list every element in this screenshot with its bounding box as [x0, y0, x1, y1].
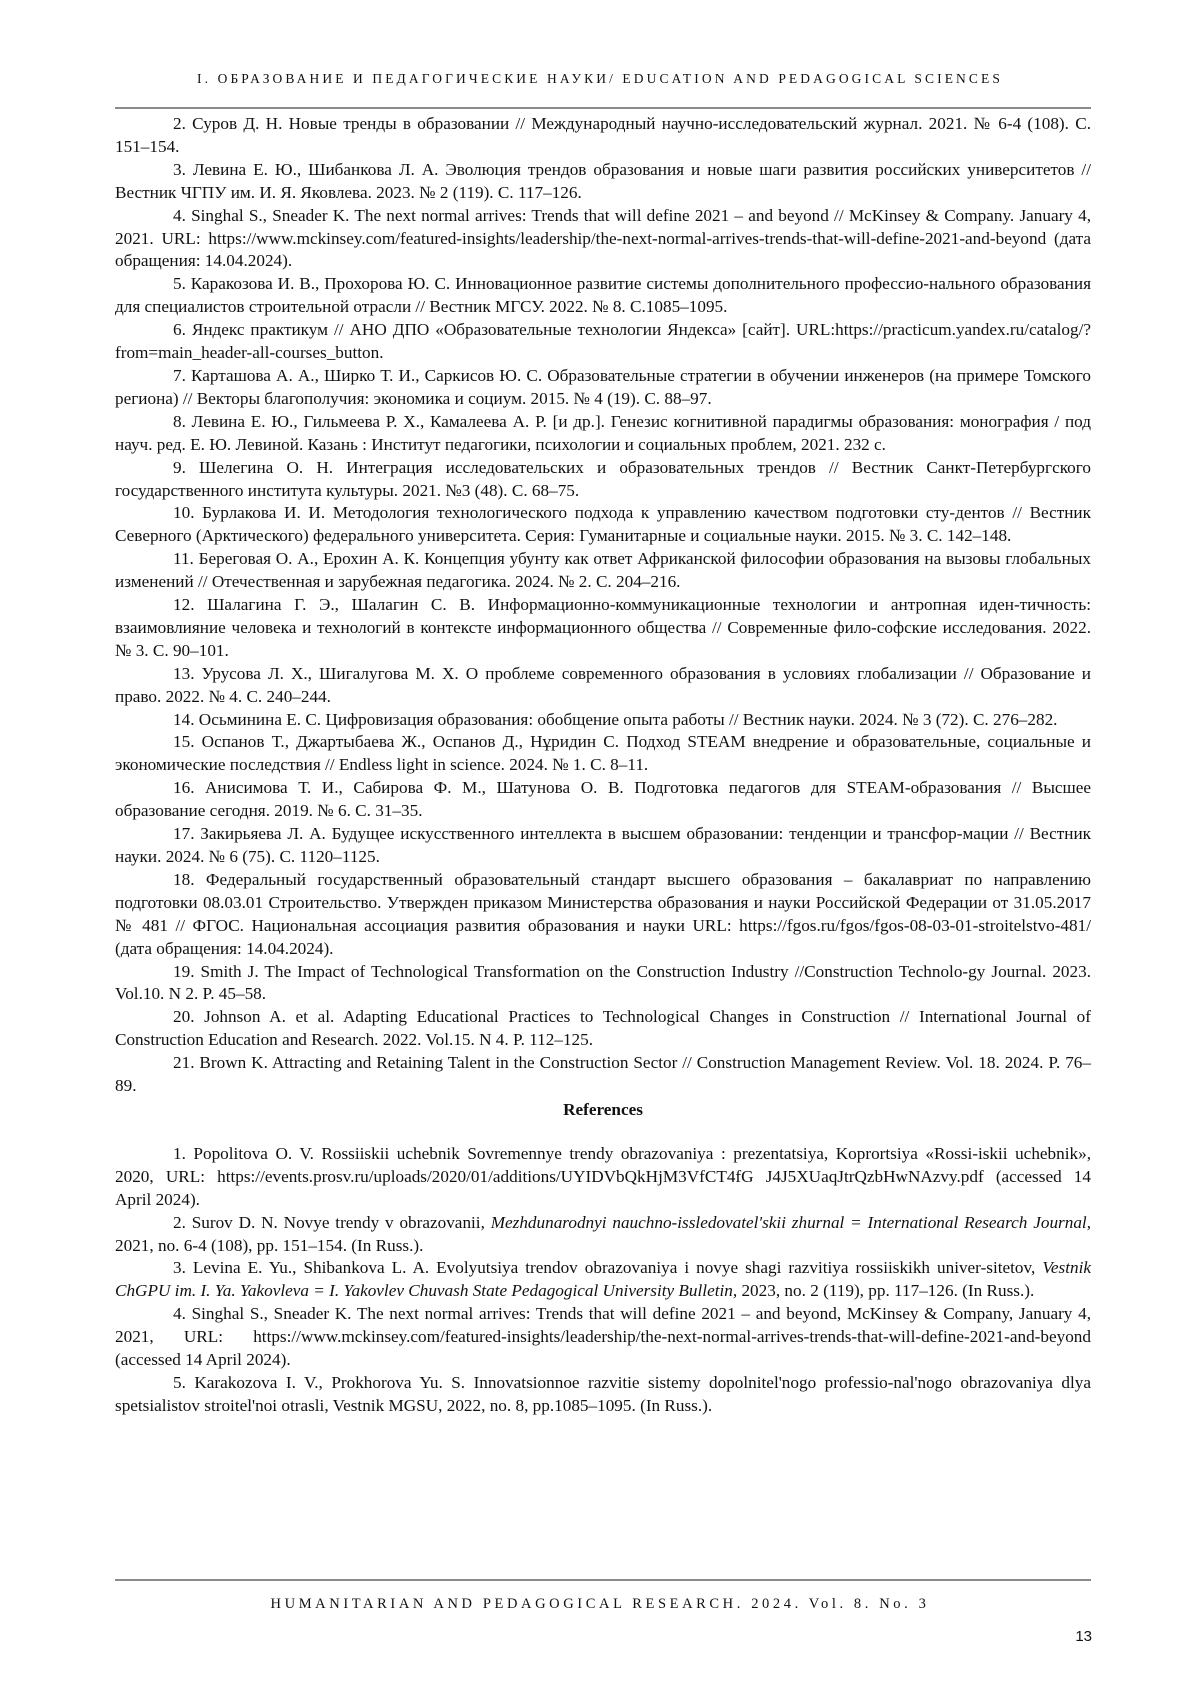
reference-ru-14: 14. Осьминина Е. С. Цифровизация образования: обобщение опыта работы // Вестник науки. 2024. № 3 (72). С. 276–282.	[173, 709, 1058, 729]
references-ru-list	[115, 113, 1091, 1098]
reference-ru-17: 17. Закирьяева Л. А. Будущее искусственного интеллекта в высшем образовании: тенденции и трансфор-мации // Вестник науки. 2024. № 6 (75). С. 1120–1125.	[115, 824, 1091, 866]
reference-en-1	[115, 1143, 1091, 1212]
reference-ru-10: 10. Бурлакова И. И. Методология технологического подхода к управлению качеством подготовки сту-дентов // Вестник Северного (Арктического) федерального университета. Серия: Гуманитарные и социальные науки. 2015. № 3. С. 142–148.	[115, 503, 1091, 546]
reference-en-text: 2. Surov D. N. Novye trendy v obrazovanii,	[173, 1212, 491, 1232]
header-divider	[115, 107, 1091, 109]
reference-en-journal: Vestnik ChGPU im. I. Ya. Yakovleva = I. Yakovlev Chuvash State Pedagogical University Bulletin,	[115, 1258, 1091, 1301]
reference-en-text: 2023, no. 2 (119), pp. 117–126. (In Russ.).	[737, 1281, 1035, 1301]
running-head: I. ОБРАЗОВАНИЕ И ПЕДАГОГИЧЕСКИЕ НАУКИ/ EDUCATION AND PEDAGOGICAL SCIENCES	[197, 71, 1003, 86]
references-en-list	[115, 1143, 1091, 1418]
reference-en-text: 4. Singhal S., Sneader K. The next normal arrives: Trends that will define 2021 – and beyond, McKinsey & Company, January 4, 2021, URL: https://www.mckinsey.com/featured-insights/leadership/the-next-normal-arrives-trends-that-will-define-2021-and-beyond (accessed 14 April 2024).	[115, 1304, 1091, 1370]
page-number: 13	[1075, 1628, 1092, 1645]
reference-en-text: 1. Popolitova O. V. Rossiiskii uchebnik Sovremennye trendy obrazovaniya : prezentatsiya, Koprortsiya «Rossi-iskii uchebnik», 2020, URL: https://events.prosv.ru/uploads/2020/01/additions/UYIDVbQkHjM3VfCT4fG J4J5XUaqJtrQzbHwNAzvy.pdf (accessed 14 April 2024).	[115, 1143, 1091, 1209]
reference-ru-15: 15. Оспанов Т., Джартыбаева Ж., Оспанов Д., Нұридин С. Подход STEAM внедрение и образовательные, социальные и экономические последствия // Endless light in science. 2024. № 1. С. 8–11.	[115, 732, 1091, 775]
reference-ru-4: 4. Singhal S., Sneader K. The next normal arrives: Trends that will define 2021 – and beyond // McKinsey & Company. January 4, 2021. URL: https://www.mckinsey.com/featured-insights/leadership/the-next-normal-arrives-trends-that-will-define-2021-and-beyond (дата обращения: 14.04.2024).	[115, 205, 1091, 271]
reference-ru-12: 12. Шалагина Г. Э., Шалагин С. В. Информационно-коммуникационные технологии и антропная иден-тичность: взаимовлияние человека и технологий в контексте информационного общества // Современные фило-софские исследования. 2022. № 3. С. 90–101.	[115, 595, 1091, 660]
footer-divider	[115, 1579, 1091, 1581]
reference-ru-21: 21. Brown K. Attracting and Retaining Talent in the Construction Sector // Construction Management Review. Vol. 18. 2024. P. 76–89.	[115, 1053, 1091, 1096]
reference-en-3	[115, 1257, 1091, 1303]
reference-ru-11: 11. Береговая О. А., Ерохин А. К. Концепция убунту как ответ Африканской философии образования на вызовы глобальных изменений // Отечественная и зарубежная педагогика. 2024. № 2. С. 204–216.	[115, 549, 1091, 592]
reference-ru-3: 3. Левина Е. Ю., Шибанкова Л. А. Эволюция трендов образования и новые шаги развития российских университетов // Вестник ЧГПУ им. И. Я. Яковлева. 2023. № 2 (119). С. 117–126.	[115, 159, 1091, 202]
reference-ru-18: 18. Федеральный государственный образовательный стандарт высшего образования – бакалавриат по направлению подготовки 08.03.01 Строительство. Утвержден приказом Министерства образования и науки Российской Федерации от 31.05.2017 № 481 // ФГОС. Национальная ассоциация развития образования и науки URL: https://fgos.ru/fgos/fgos-08-03-01-stroitelstvo-481/ (дата обращения: 14.04.2024).	[115, 869, 1091, 958]
reference-en-5	[115, 1372, 1091, 1418]
references-heading: References	[563, 1099, 643, 1119]
reference-ru-6: 6. Яндекс практикум // АНО ДПО «Образовательные технологии Яндекса» [сайт]. URL:https://practicum.yandex.ru/catalog/?from=main_header-all-courses_button.	[115, 320, 1091, 363]
reference-ru-16: 16. Анисимова Т. И., Сабирова Ф. М., Шатунова О. В. Подготовка педагогов для STEAM-образования // Высшее образование сегодня. 2019. № 6. С. 31–35.	[115, 778, 1091, 821]
reference-ru-20: 20. Johnson A. et al. Adapting Educational Practices to Technological Changes in Construction // International Journal of Construction Education and Research. 2022. Vol.15. N 4. P. 112–125.	[115, 1007, 1091, 1050]
reference-ru-8: 8. Левина Е. Ю., Гильмеева Р. Х., Камалеева А. Р. [и др.]. Генезис когнитивной парадигмы образования: монография / под науч. ред. Е. Ю. Левиной. Казань : Институт педагогики, психологии и социальных проблем, 2021. 232 с.	[115, 411, 1091, 454]
reference-en-4	[115, 1303, 1091, 1372]
reference-en-text: 3. Levina E. Yu., Shibankova L. A. Evolyutsiya trendov obrazovaniya i novye shagi razvitiya rossiiskikh univer-sitetov,	[173, 1258, 1043, 1278]
reference-ru-7: 7. Карташова А. А., Ширко Т. И., Саркисов Ю. С. Образовательные стратегии в обучении инженеров (на примере Томского региона) // Векторы благополучия: экономика и социум. 2015. № 4 (19). С. 88–97.	[115, 365, 1091, 408]
reference-ru-2: 2. Суров Д. Н. Новые тренды в образовании // Международный научно-исследовательский журнал. 2021. № 6-4 (108). С. 151–154.	[115, 114, 1091, 156]
reference-en-text: 5. Karakozova I. V., Prokhorova Yu. S. Innovatsionnoe razvitie sistemy dopolnitel'nogo professio-nal'nogo obrazovaniya dlya spetsialistov stroitel'noi otrasli, Vestnik MGSU, 2022, no. 8, pp.1085–1095. (In Russ.).	[115, 1372, 1091, 1415]
reference-ru-19: 19. Smith J. The Impact of Technological Transformation on the Construction Industry //Construction Technolo-gy Journal. 2023. Vol.10. N 2. P. 45–58.	[115, 961, 1091, 1004]
page-body	[115, 113, 1091, 1418]
reference-ru-13: 13. Урусова Л. Х., Шигалугова М. Х. О проблеме современного образования в условиях глобализации // Образование и право. 2022. № 4. С. 240–244.	[115, 663, 1091, 706]
reference-ru-9: 9. Шелегина О. Н. Интеграция исследовательских и образовательных трендов // Вестник Санкт-Петербургского государственного института культуры. 2021. №3 (48). С. 68–75.	[115, 457, 1091, 500]
reference-en-text: 2021, no. 6-4 (108), pp. 151–154. (In Russ.).	[115, 1235, 424, 1255]
footer-journal-title: HUMANITARIAN AND PEDAGOGICAL RESEARCH. 2024. Vol. 8. No. 3	[270, 1596, 930, 1612]
reference-en-journal: Mezhdunarodnyi nauchno-issledovatel'skii zhurnal = International Research Journal,	[490, 1212, 1091, 1232]
reference-ru-5: 5. Каракозова И. В., Прохорова Ю. С. Инновационное развитие системы дополнительного профессио-нального образования для специалистов строительной отрасли // Вестник МГСУ. 2022. № 8. С.1085–1095.	[115, 274, 1091, 317]
reference-en-2	[115, 1212, 1091, 1258]
